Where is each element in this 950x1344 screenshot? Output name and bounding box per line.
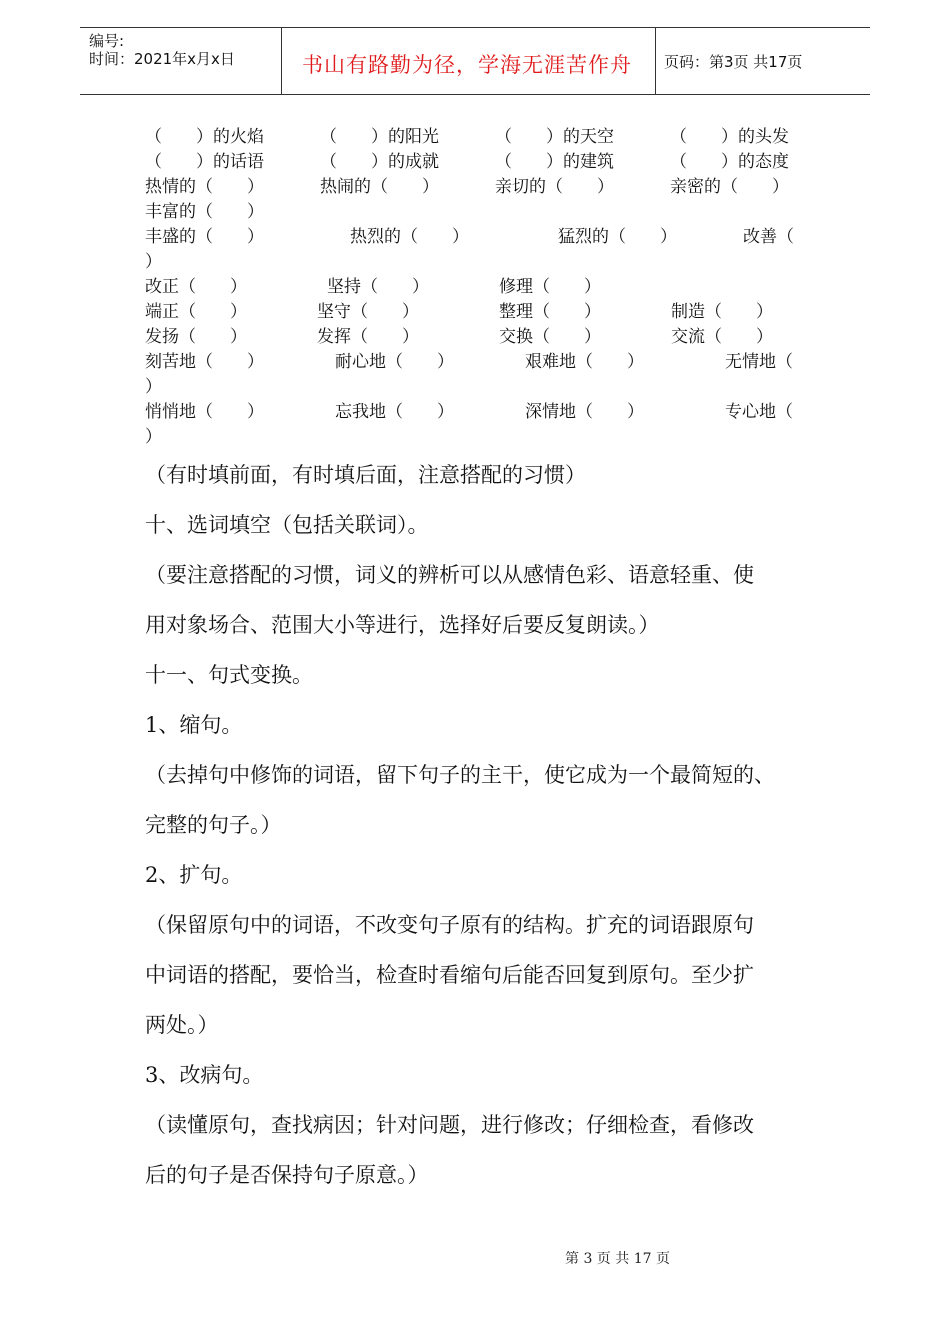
paragraph-line: 中词语的搭配，要恰当，检查时看缩句后能否回复到原句。至少扩 [145,963,754,987]
header-page-info: 页码：第3页 共17页 [664,53,803,71]
exercise-item: 修理（ ） [499,277,601,297]
paragraph-line: （保留原句中的词语，不改变句子原有的结构。扩充的词语跟原句 [145,913,754,937]
exercise-item: 交换（ ） [499,327,601,347]
exercise-item: 耐心地（ ） [335,352,454,372]
paragraph-line: （有时填前面，有时填后面，注意搭配的习惯） [145,463,586,487]
date-label: 时间：2021年x月x日 [89,50,235,68]
exercise-item: 发挥（ ） [317,327,419,347]
paragraph-line: 完整的句子。） [145,813,282,837]
exercise-item: 发扬（ ） [145,327,247,347]
exercise-item: （ ）的火焰 [145,127,264,147]
serial-label: 编号: [89,32,125,50]
body-text [145,450,775,1200]
exercise-item: 交流（ ） [671,327,773,347]
exercise-item: 热闹的（ ） [320,177,439,197]
exercise-item: 深情地（ ） [525,402,644,422]
exercise-item: 丰富的（ ） [145,202,264,222]
exercise-item: 丰盛的（ ） [145,227,264,247]
exercise-item: 无情地（ [725,352,793,372]
header-top-rule [80,27,870,28]
header-bottom-rule [80,94,870,95]
exercise-item: 悄悄地（ ） [145,402,264,422]
exercise-item: 改正（ ） [145,277,247,297]
page-footer: 第 3 页 共 17 页 [565,1251,670,1267]
paragraph-line: 两处。） [145,1013,219,1037]
section-heading: 十、选词填空（包括关联词）。 [145,513,429,537]
exercise-item: 刻苦地（ ） [145,352,264,372]
exercise-item: 亲密的（ ） [670,177,789,197]
exercise-item: 整理（ ） [499,302,601,322]
exercise-item: 热情的（ ） [145,177,264,197]
exercise-item: （ ）的话语 [145,152,264,172]
exercise-item: 改善（ [743,227,794,247]
exercise-item: ） [145,377,162,397]
subsection-heading: 1、缩句。 [145,713,243,737]
exercise-item: 端正（ ） [145,302,247,322]
exercise-item: 猛烈的（ ） [558,227,677,247]
exercise-item: ） [145,427,162,447]
exercise-item: 热烈的（ ） [350,227,469,247]
exercise-item: 专心地（ [725,402,793,422]
header-divider-right [655,27,656,95]
subsection-heading: 2、扩句。 [145,863,243,887]
exercise-item: 制造（ ） [671,302,773,322]
exercise-item: （ ）的成就 [320,152,439,172]
subsection-heading: 3、改病句。 [145,1063,264,1087]
paragraph-line: （读懂原句，查找病因；针对问题，进行修改；仔细检查，看修改 [145,1113,754,1137]
paragraph-line: （去掉句中修饰的词语，留下句子的主干，使它成为一个最简短的、 [145,763,775,787]
exercise-item: 坚持（ ） [327,277,429,297]
exercise-item: 亲切的（ ） [495,177,614,197]
exercise-item: 忘我地（ ） [335,402,454,422]
exercise-item: （ ）的天空 [495,127,614,147]
exercise-item: ） [145,252,162,272]
paragraph-line: 用对象场合、范围大小等进行，选择好后要反复朗读。） [145,613,660,637]
paragraph-line: （要注意搭配的习惯，词义的辨析可以从感情色彩、语意轻重、使 [145,563,754,587]
exercise-item: 坚守（ ） [317,302,419,322]
exercise-item: （ ）的头发 [670,127,789,147]
exercise-item: （ ）的阳光 [320,127,439,147]
section-heading: 十一、句式变换。 [145,663,313,687]
header-motto: 书山有路勤为径，学海无涯苦作舟 [302,53,632,77]
header-divider-left [281,27,282,95]
exercise-item: （ ）的态度 [670,152,789,172]
exercise-item: 艰难地（ ） [525,352,644,372]
exercise-item: （ ）的建筑 [495,152,614,172]
paragraph-line: 后的句子是否保持句子原意。） [145,1163,429,1187]
